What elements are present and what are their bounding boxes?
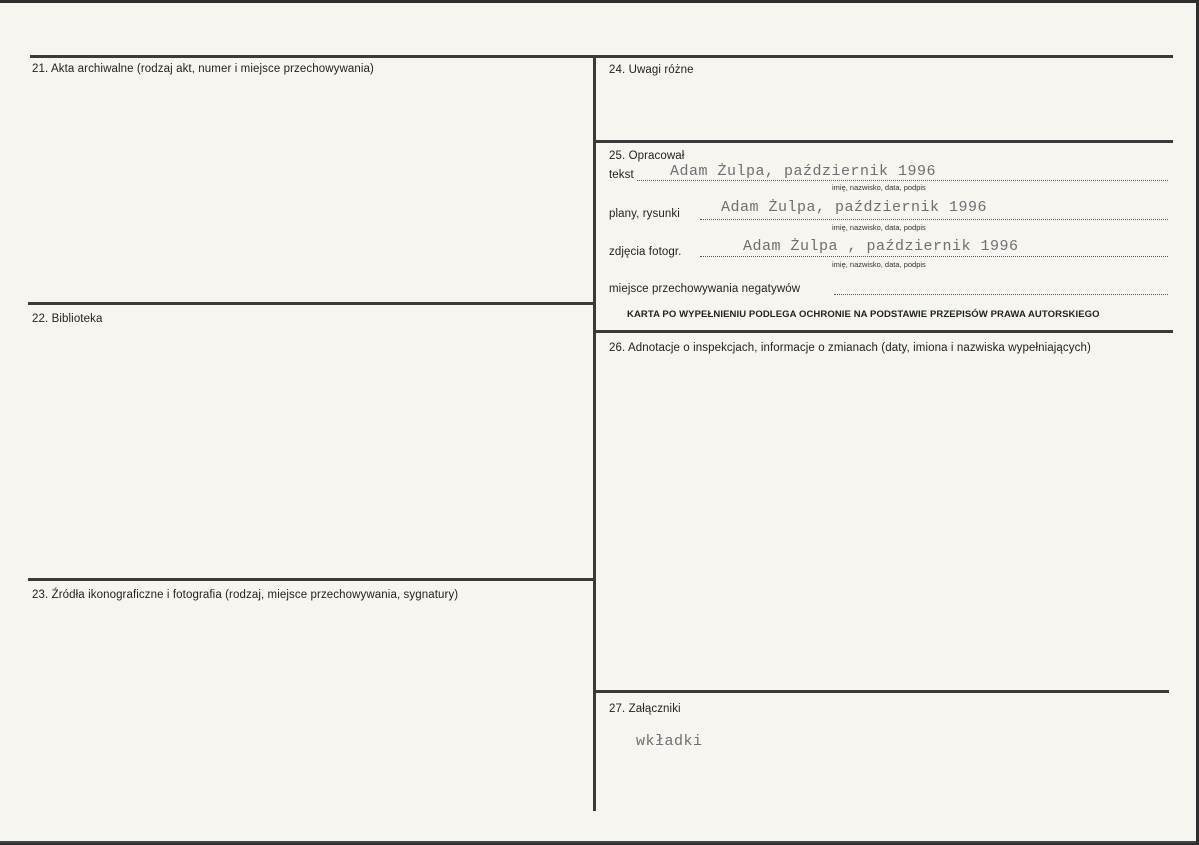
rule-25-26 <box>596 330 1173 333</box>
rule-22-23 <box>28 578 596 581</box>
section-26-label: 26. Adnotacje o inspekcjach, informacje o zmianach (daty, imiona i nazwiska wypełniających) <box>609 342 1091 354</box>
tekst-hint: imię, nazwisko, data, podpis <box>832 183 926 192</box>
center-divider <box>593 55 596 811</box>
rule-26-27 <box>596 690 1169 693</box>
zdjecia-line <box>700 256 1168 257</box>
negatywy-label: miejsce przechowywania negatywów <box>609 283 801 295</box>
section-24-label: 24. Uwagi różne <box>609 64 694 76</box>
plany-value: Adam Żulpa, październik 1996 <box>721 199 988 216</box>
negatywy-line <box>834 294 1168 295</box>
tekst-value: Adam Żulpa, październik 1996 <box>670 163 937 180</box>
tekst-label: tekst <box>609 169 634 181</box>
section-25-label: 25. Opracował <box>609 150 685 162</box>
zdjecia-hint: imię, nazwisko, data, podpis <box>832 260 926 269</box>
rule-24-25 <box>596 140 1173 143</box>
section-27-value: wkładki <box>636 733 703 750</box>
section-23-label: 23. Źródła ikonograficzne i fotografia (rodzaj, miejsce przechowywania, sygnatury) <box>32 589 459 601</box>
rule-21-22 <box>28 302 596 305</box>
copyright-notice: KARTA PO WYPEŁNIENIU PODLEGA OCHRONIE NA PODSTAWIE PRZEPISÓW PRAWA AUTORSKIEGO <box>627 309 1100 320</box>
record-card <box>0 3 1196 843</box>
section-22-label: 22. Biblioteka <box>32 313 103 325</box>
plany-label: plany, rysunki <box>609 208 680 220</box>
top-rule <box>30 55 1173 58</box>
section-21-label: 21. Akta archiwalne (rodzaj akt, numer i miejsce przechowywania) <box>32 63 374 75</box>
plany-line <box>700 219 1168 220</box>
zdjecia-value: Adam Żulpa , październik 1996 <box>743 238 1019 255</box>
zdjecia-label: zdjęcia fotogr. <box>609 246 682 258</box>
plany-hint: imię, nazwisko, data, podpis <box>832 223 926 232</box>
tekst-line <box>637 180 1168 181</box>
section-27-label: 27. Załączniki <box>609 703 681 715</box>
